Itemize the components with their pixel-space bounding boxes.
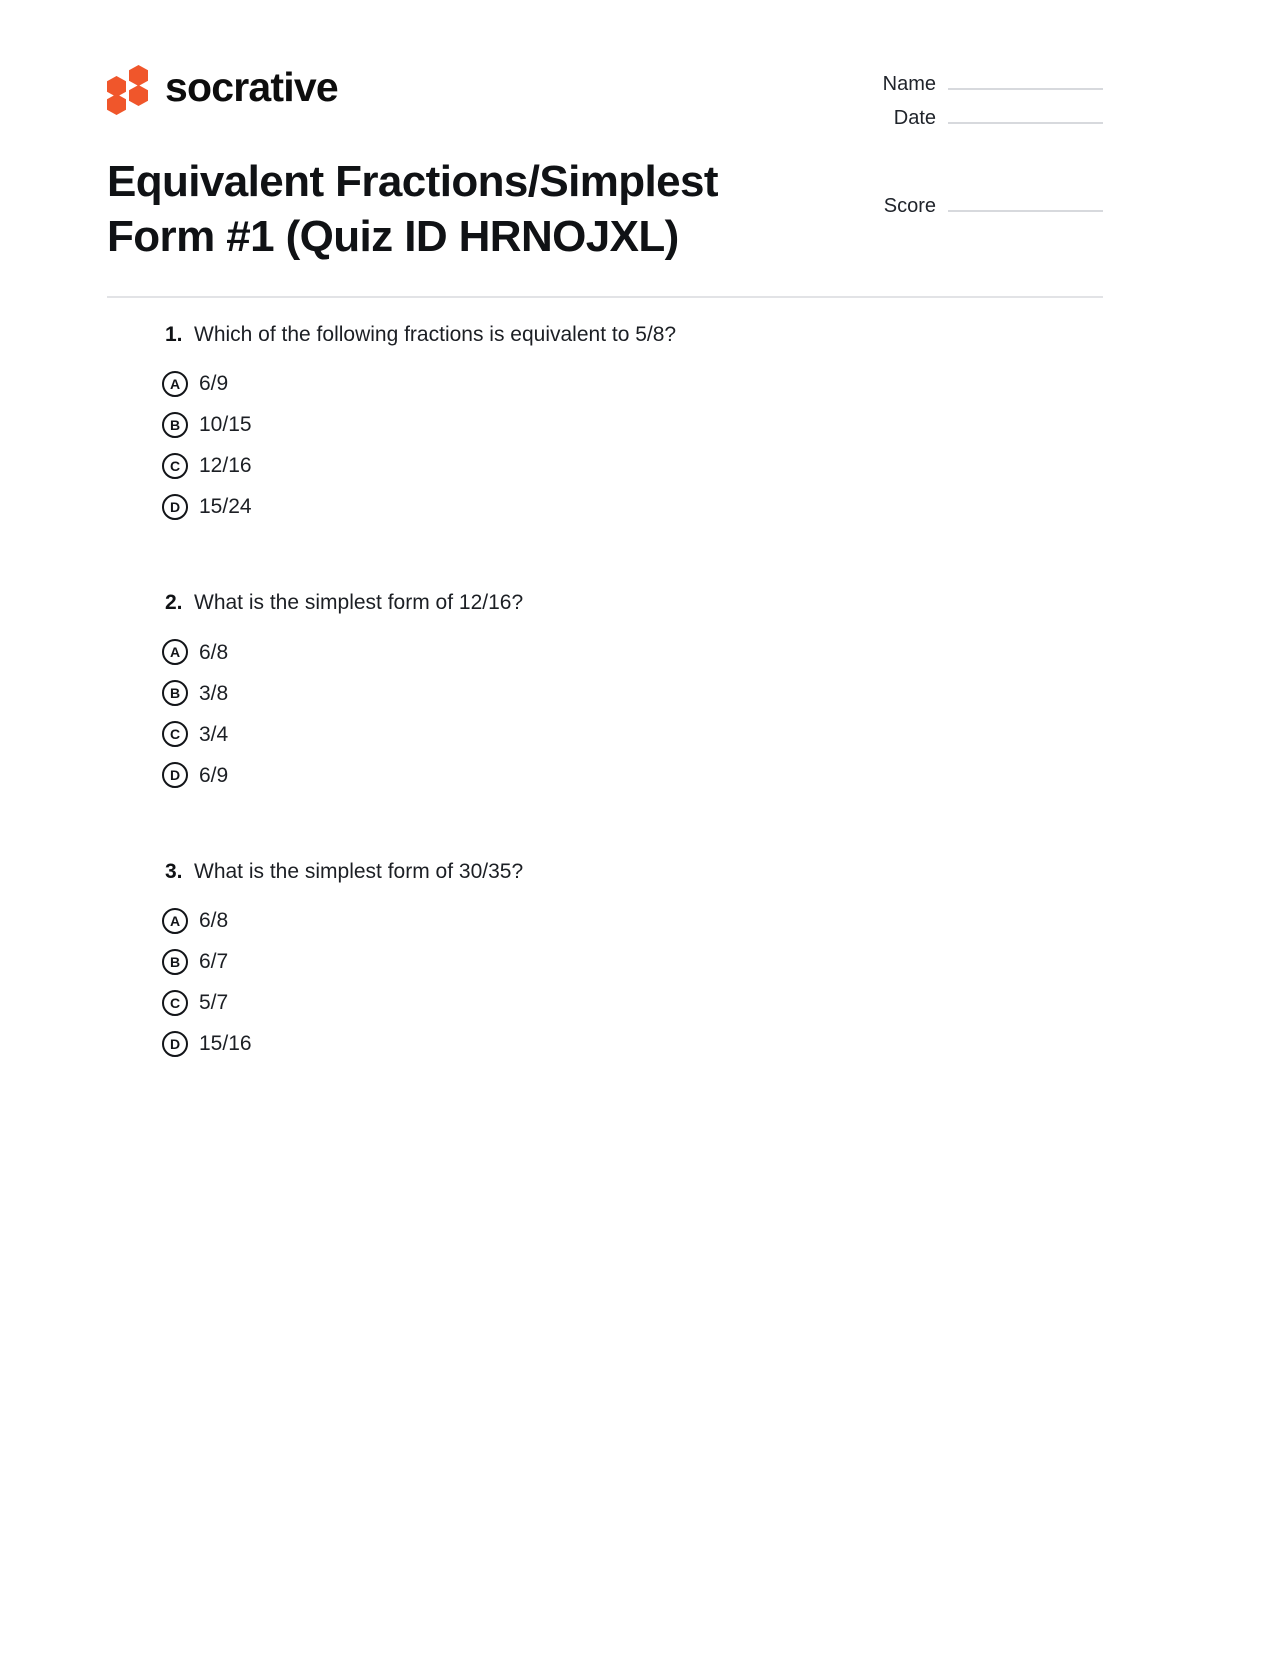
choice-bubble-icon[interactable]: B <box>162 412 188 438</box>
choice-option[interactable] <box>107 941 1103 982</box>
question-block <box>107 320 1103 527</box>
question-heading <box>107 857 1103 886</box>
question-prompt: Which of the following fractions is equivalent to 5/8? <box>194 323 677 346</box>
choice-bubble-icon[interactable]: A <box>162 371 188 397</box>
choice-label: 10/15 <box>199 413 252 437</box>
socrative-hexagon-logo-icon <box>107 63 151 111</box>
name-label: Name <box>882 73 936 95</box>
question-number: 2. <box>165 591 183 615</box>
question-number: 3. <box>165 859 183 883</box>
hexagon-shape <box>107 76 126 97</box>
choice-bubble-icon[interactable]: C <box>162 990 188 1016</box>
document-header <box>107 0 1103 261</box>
choice-bubble-icon[interactable]: C <box>162 453 188 479</box>
brand-name: socrative <box>165 63 338 110</box>
question-heading <box>107 588 1103 617</box>
sheet-content <box>107 0 1103 1056</box>
choice-option[interactable] <box>107 673 1103 714</box>
choice-label: 6/7 <box>199 950 229 974</box>
choice-option[interactable] <box>107 982 1103 1023</box>
choice-bubble-icon[interactable]: B <box>162 949 188 975</box>
choice-option[interactable] <box>107 632 1103 673</box>
choice-label: 3/8 <box>199 681 229 705</box>
choice-option[interactable] <box>107 1023 1103 1064</box>
hexagon-shape <box>129 85 148 106</box>
choice-option[interactable] <box>107 486 1103 527</box>
choice-option[interactable] <box>107 900 1103 941</box>
choice-label: 3/4 <box>199 722 229 746</box>
question-block <box>107 857 1103 1064</box>
choice-bubble-icon[interactable]: D <box>162 762 188 788</box>
hexagon-shape <box>107 94 126 115</box>
questions-list <box>107 320 1103 1064</box>
header-divider <box>107 296 1103 298</box>
brand-logo <box>107 63 338 111</box>
student-info-fields <box>863 0 1103 216</box>
choice-label: 12/16 <box>199 454 252 478</box>
choice-label: 6/8 <box>199 640 229 664</box>
score-input-line[interactable] <box>948 196 1103 212</box>
choice-option[interactable] <box>107 404 1103 445</box>
choice-option[interactable] <box>107 445 1103 486</box>
choice-option[interactable] <box>107 363 1103 404</box>
choice-label: 6/9 <box>199 372 229 396</box>
page-title: Equivalent Fractions/Simplest Form #1 (Quiz ID HRNOJXL) <box>107 157 718 261</box>
choice-label: 6/8 <box>199 909 229 933</box>
score-field-row <box>863 196 1103 216</box>
choice-bubble-icon[interactable]: A <box>162 639 188 665</box>
choice-label: 15/16 <box>199 1032 252 1056</box>
choice-label: 15/24 <box>199 495 252 519</box>
date-input-line[interactable] <box>948 108 1103 124</box>
choice-bubble-icon[interactable]: B <box>162 680 188 706</box>
name-field-row <box>863 74 1103 94</box>
hexagon-shape <box>129 65 148 86</box>
choice-option[interactable] <box>107 714 1103 755</box>
question-prompt: What is the simplest form of 12/16? <box>194 591 524 615</box>
name-input-line[interactable] <box>948 74 1103 90</box>
question-prompt: What is the simplest form of 30/35? <box>194 859 524 883</box>
date-label: Date <box>893 107 936 129</box>
question-heading <box>107 320 1103 349</box>
choice-label: 5/7 <box>199 991 229 1015</box>
question-block <box>107 588 1103 795</box>
choice-label: 6/9 <box>199 763 229 787</box>
date-field-row <box>863 108 1103 128</box>
choice-bubble-icon[interactable]: D <box>162 494 188 520</box>
choice-bubble-icon[interactable]: A <box>162 908 188 934</box>
question-number: 1. <box>165 323 183 346</box>
choice-bubble-icon[interactable]: C <box>162 721 188 747</box>
choice-bubble-icon[interactable]: D <box>162 1031 188 1057</box>
choice-option[interactable] <box>107 755 1103 796</box>
score-label: Score <box>883 195 936 217</box>
